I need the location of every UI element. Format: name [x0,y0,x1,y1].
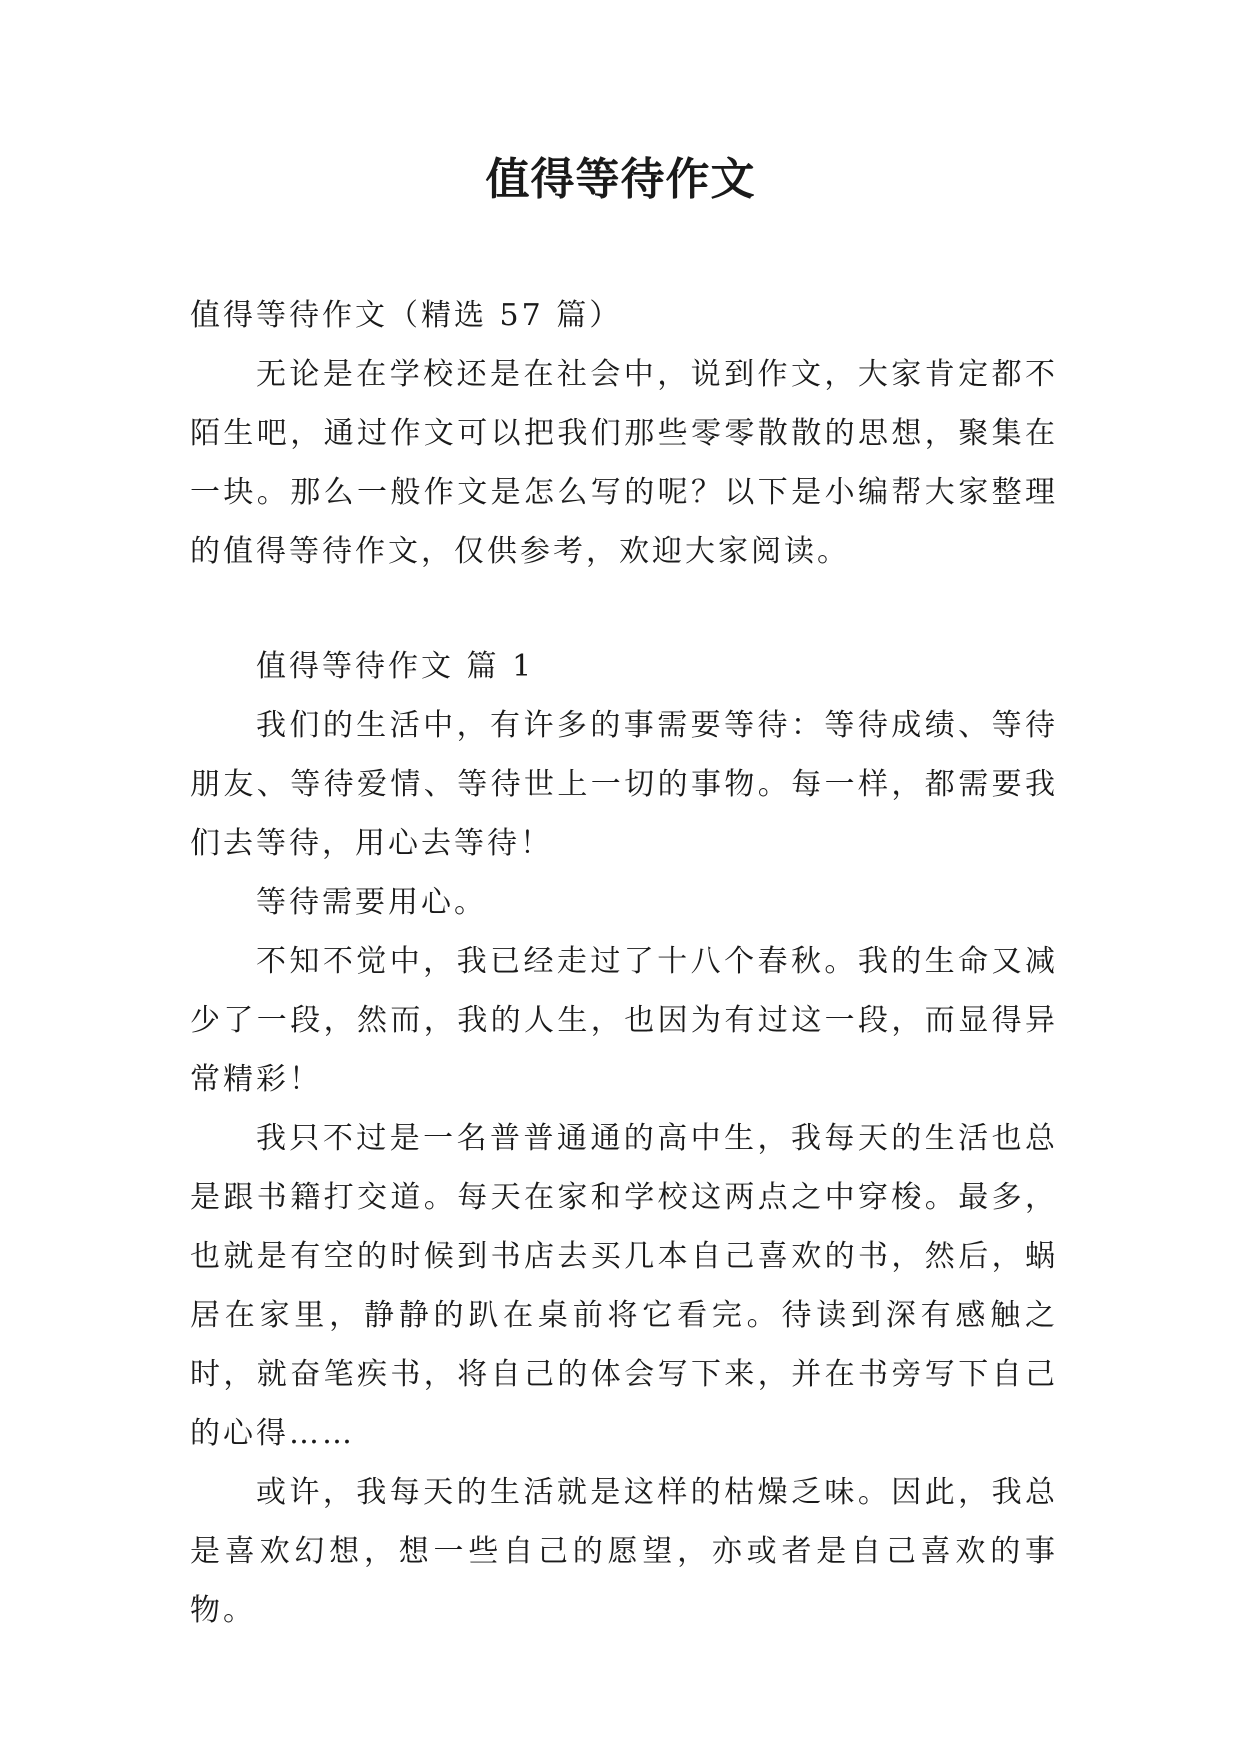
document-subtitle: 值得等待作文（精选 57 篇） [190,298,623,333]
body-paragraph: 我们的生活中，有许多的事需要等待：等待成绩、等待朋友、等待爱情、等待世上一切的事物。每一样，都需要我们去等待，用心去等待！ [190,708,1058,861]
body-paragraph: 不知不觉中，我已经走过了十八个春秋。我的生命又减少了一段，然而，我的人生，也因为有过这一段，而显得异常精彩！ [190,944,1058,1097]
document-body [190,286,1058,1640]
section-heading: 值得等待作文 篇 1 [256,649,535,684]
body-paragraph: 或许，我每天的生活就是这样的枯燥乏味。因此，我总是喜欢幻想，想一些自己的愿望，亦或者是自己喜欢的事物。 [190,1475,1058,1628]
body-paragraph: 我只不过是一名普普通通的高中生，我每天的生活也总是跟书籍打交道。每天在家和学校这两点之中穿梭。最多，也就是有空的时候到书店去买几本自己喜欢的书，然后，蜗居在家里，静静的趴在桌前将它看完。待读到深有感触之时，就奋笔疾书，将自己的体会写下来，并在书旁写下自己的心得…… [190,1121,1058,1451]
document-title: 值得等待作文 [485,154,756,205]
body-paragraph: 等待需要用心。 [256,885,487,920]
intro-paragraph: 无论是在学校还是在社会中，说到作文，大家肯定都不陌生吧，通过作文可以把我们那些零零散散的思想，聚集在一块。那么一般作文是怎么写的呢？以下是小编帮大家整理的值得等待作文，仅供参考，欢迎大家阅读。 [190,357,1058,569]
